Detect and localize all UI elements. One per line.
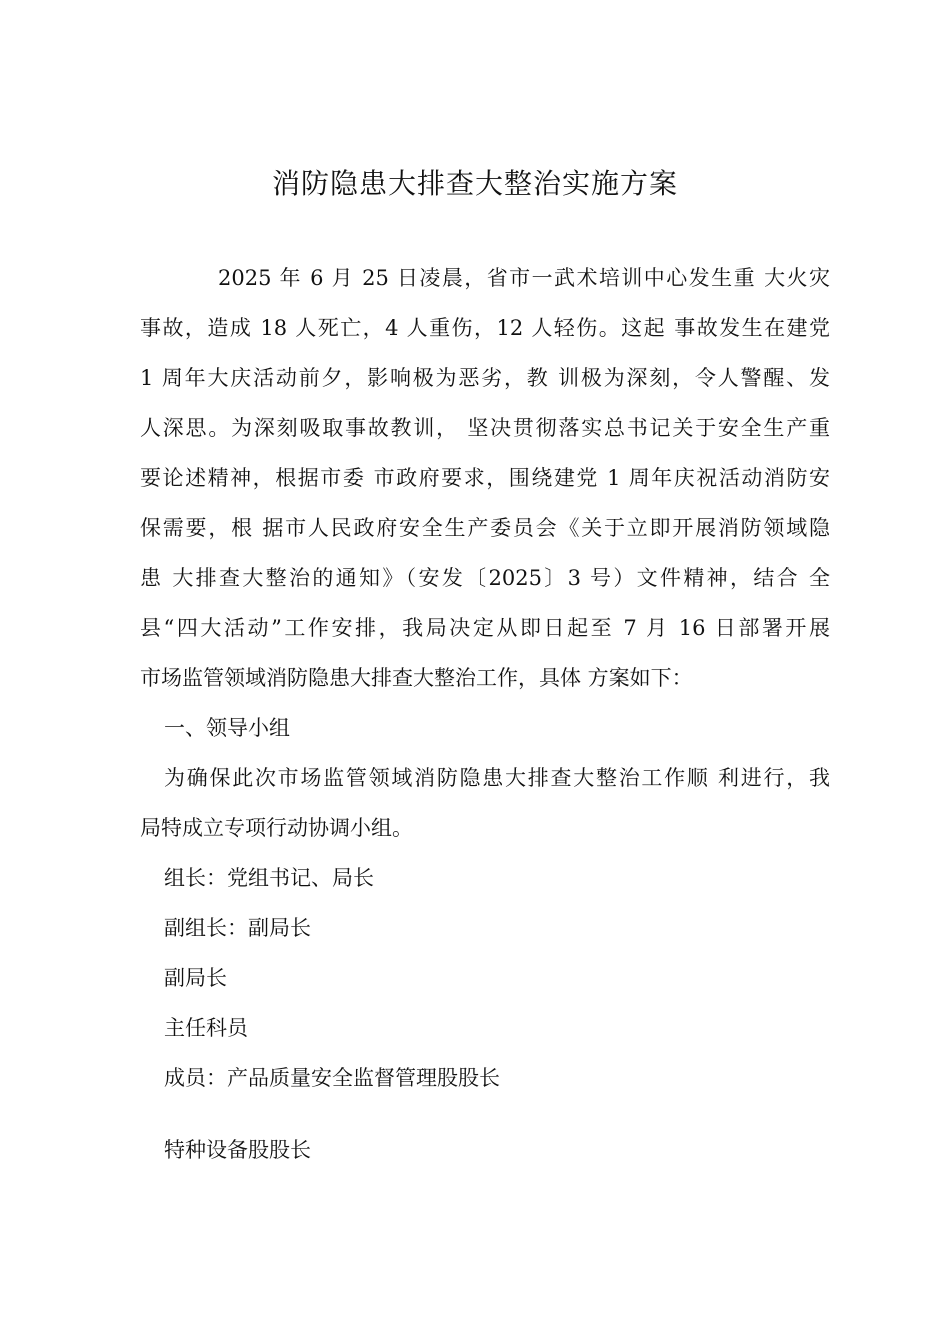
intro-line: 1 周年大庆活动前夕，影响极为恶劣，教 训极为深刻，令人警醒、发 — [140, 366, 830, 390]
member-line: 主任科员 — [164, 1016, 248, 1040]
member-line: 组长：党组书记、局长 — [164, 866, 374, 890]
paragraph-line: 局特成立专项行动协调小组。 — [140, 816, 413, 840]
intro-line: 2025 年 6 月 25 日凌晨，省市一武术培训中心发生重 大火灾 — [218, 266, 830, 290]
member-line: 成员：产品质量安全监督管理股股长 — [164, 1066, 500, 1090]
intro-line: 患 大排查大整治的通知》（安发〔2025〕3 号）文件精神，结合 全 — [140, 566, 830, 590]
member-line: 特种设备股股长 — [164, 1138, 311, 1162]
member-line: 副局长 — [164, 966, 227, 990]
intro-line: 保需要，根 据市人民政府安全生产委员会《关于立即开展消防领域隐 — [140, 516, 830, 540]
intro-line: 县“四大活动”工作安排，我局决定从即日起至 7 月 16 日部署开展 — [140, 616, 830, 640]
intro-line: 人深思。为深刻吸取事故教训， 坚决贯彻落实总书记关于安全生产重 — [140, 416, 830, 440]
intro-line: 要论述精神，根据市委 市政府要求，围绕建党 1 周年庆祝活动消防安 — [140, 466, 830, 490]
section-heading: 一、领导小组 — [164, 716, 290, 740]
member-line: 副组长：副局长 — [164, 916, 311, 940]
document-title: 消防隐患大排查大整治实施方案 — [271, 167, 678, 200]
paragraph-line: 为确保此次市场监管领域消防隐患大排查大整治工作顺 利进行，我 — [164, 766, 830, 790]
intro-line: 市场监管领域消防隐患大排查大整治工作，具体 方案如下： — [140, 666, 693, 690]
intro-line: 事故，造成 18 人死亡，4 人重伤，12 人轻伤。这起 事故发生在建党 — [140, 316, 830, 340]
